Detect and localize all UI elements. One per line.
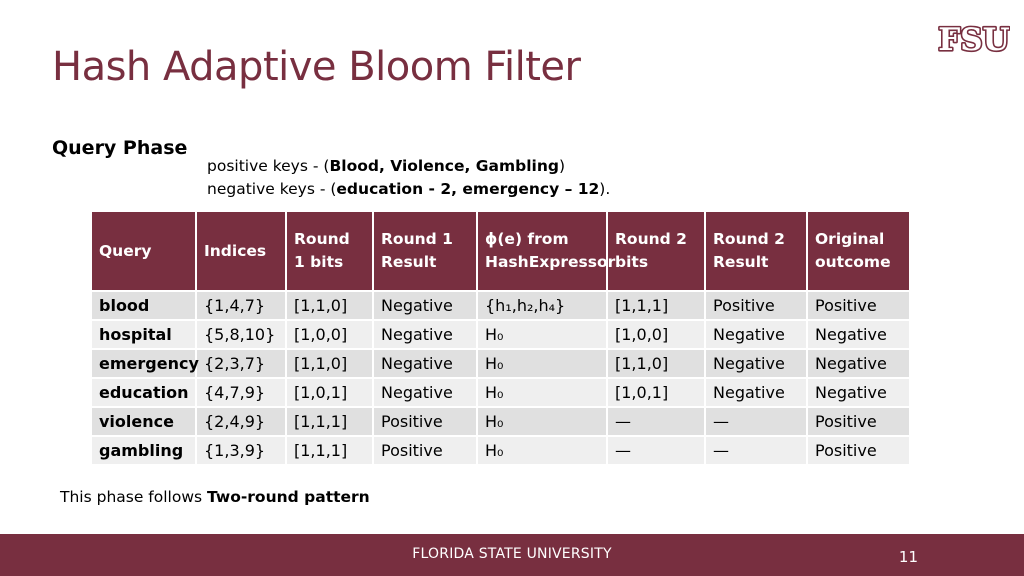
round2-result-cell: Positive	[705, 291, 807, 320]
hashexpressor-cell: H₀	[477, 378, 607, 407]
fsu-logo	[938, 21, 1010, 55]
header-indices: Indices	[196, 211, 286, 291]
header-round1-result: Round 1 Result	[373, 211, 477, 291]
original-outcome-cell: Positive	[807, 291, 910, 320]
round2-bits-cell: [1,1,1]	[607, 291, 705, 320]
positive-keys-line: positive keys - (Blood, Violence, Gambling)	[207, 157, 566, 175]
query-table	[90, 210, 911, 466]
round1-result-cell: Positive	[373, 407, 477, 436]
round1-bits-cell: [1,1,1]	[286, 436, 373, 465]
indices-cell: {4,7,9}	[196, 378, 286, 407]
query-cell: emergency	[91, 349, 196, 378]
round2-result-cell: —	[705, 407, 807, 436]
hashexpressor-cell: H₀	[477, 320, 607, 349]
pattern-note: This phase follows Two-round pattern	[60, 488, 370, 506]
round1-bits-cell: [1,1,1]	[286, 407, 373, 436]
indices-cell: {1,4,7}	[196, 291, 286, 320]
query-cell: education	[91, 378, 196, 407]
table-row	[91, 349, 910, 378]
table-row	[91, 378, 910, 407]
query-cell: blood	[91, 291, 196, 320]
header-original-outcome: Original outcome	[807, 211, 910, 291]
hashexpressor-cell: H₀	[477, 407, 607, 436]
table-row	[91, 291, 910, 320]
round1-bits-cell: [1,0,1]	[286, 378, 373, 407]
round2-bits-cell: [1,0,1]	[607, 378, 705, 407]
indices-cell: {2,4,9}	[196, 407, 286, 436]
hashexpressor-cell: H₀	[477, 436, 607, 465]
round2-bits-cell: [1,0,0]	[607, 320, 705, 349]
query-cell: violence	[91, 407, 196, 436]
round2-bits-cell: —	[607, 436, 705, 465]
table-header-row	[91, 211, 910, 291]
indices-cell: {2,3,7}	[196, 349, 286, 378]
indices-cell: {1,3,9}	[196, 436, 286, 465]
negative-keys-line: negative keys - (education - 2, emergency – 12).	[207, 180, 611, 198]
hashexpressor-cell: H₀	[477, 349, 607, 378]
round1-result-cell: Negative	[373, 349, 477, 378]
header-round2-bits: Round 2 bits	[607, 211, 705, 291]
page-number: 11	[898, 548, 918, 566]
hashexpressor-cell: {h₁,h₂,h₄}	[477, 291, 607, 320]
keys-description	[207, 155, 610, 201]
original-outcome-cell: Positive	[807, 436, 910, 465]
positive-keys: Blood, Violence, Gambling	[329, 157, 559, 175]
fsu-logo-text: FSU	[938, 22, 1010, 55]
original-outcome-cell: Negative	[807, 349, 910, 378]
header-round1-bits: Round 1 bits	[286, 211, 373, 291]
original-outcome-cell: Negative	[807, 378, 910, 407]
slide-title: Hash Adaptive Bloom Filter	[52, 44, 581, 90]
round2-result-cell: Negative	[705, 349, 807, 378]
round2-result-cell: Negative	[705, 320, 807, 349]
table-row	[91, 407, 910, 436]
query-cell: gambling	[91, 436, 196, 465]
negative-keys: education - 2, emergency – 12	[336, 180, 600, 198]
section-heading: Query Phase	[52, 137, 188, 159]
round1-result-cell: Negative	[373, 291, 477, 320]
footer-university: FLORIDA STATE UNIVERSITY	[412, 546, 612, 562]
round1-bits-cell: [1,1,0]	[286, 291, 373, 320]
table-row	[91, 436, 910, 465]
round1-bits-cell: [1,0,0]	[286, 320, 373, 349]
original-outcome-cell: Negative	[807, 320, 910, 349]
round1-result-cell: Positive	[373, 436, 477, 465]
footer-bar	[0, 534, 1024, 576]
indices-cell: {5,8,10}	[196, 320, 286, 349]
round2-bits-cell: [1,1,0]	[607, 349, 705, 378]
header-hashexpressor: ϕ(e) from HashExpressor	[477, 211, 607, 291]
round1-result-cell: Negative	[373, 320, 477, 349]
round2-bits-cell: —	[607, 407, 705, 436]
header-round2-result: Round 2 Result	[705, 211, 807, 291]
original-outcome-cell: Positive	[807, 407, 910, 436]
round2-result-cell: Negative	[705, 378, 807, 407]
round1-bits-cell: [1,1,0]	[286, 349, 373, 378]
round2-result-cell: —	[705, 436, 807, 465]
query-cell: hospital	[91, 320, 196, 349]
round1-result-cell: Negative	[373, 378, 477, 407]
table-row	[91, 320, 910, 349]
pattern-name: Two-round pattern	[207, 488, 370, 506]
header-query: Query	[91, 211, 196, 291]
